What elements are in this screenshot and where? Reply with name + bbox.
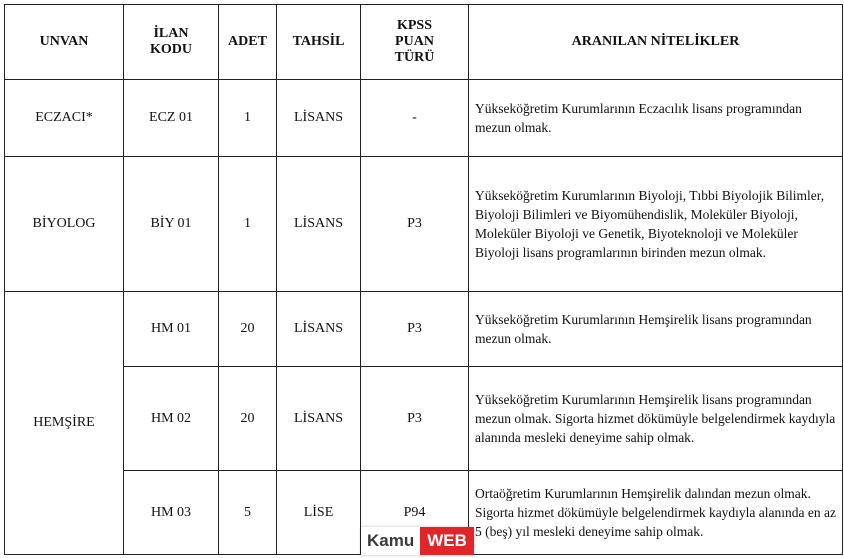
table-row [5,292,843,367]
cell-nitelik: Yükseköğretim Kurumlarının Hemşirelik lisans programından mezun olmak. Sigorta hizmet dökümüyle belgelendirmek kaydıyla alanında mesleki deneyime sahip olmak. [469,367,843,471]
header-aranilan-nitelikler: ARANILAN NİTELİKLER [469,5,843,80]
cell-nitelik: Ortaöğretim Kurumlarının Hemşirelik dalından mezun olmak. Sigorta hizmet dökümüyle belgelendirmek kaydıyla alanında en az 5 (beş) yıl mesleki deneyime sahip olmak. [469,471,843,555]
cell-kpss: P3 [361,157,469,292]
header-ilan-kodu-text: İLAN KODU [150,26,192,57]
table-row [5,80,843,157]
cell-adet: 1 [219,80,277,157]
cell-ilan-kodu: HM 01 [124,292,219,367]
cell-tahsil: LİSANS [277,80,361,157]
cell-kpss: P94 [361,471,469,555]
cell-unvan: HEMŞİRE [5,292,124,555]
header-unvan: UNVAN [5,5,124,80]
cell-ilan-kodu: HM 03 [124,471,219,555]
cell-kpss: P3 [361,367,469,471]
table-row [5,367,843,471]
cell-nitelik: Yükseköğretim Kurumlarının Biyoloji, Tıbbi Biyolojik Bilimler, Biyoloji Bilimleri ve Biyomühendislik, Moleküler Biyoloji, Moleküler Biyoloji ve Genetik, Biyoteknoloji ve Moleküler Biyoloji lisans programlarının birinden mezun olmak. [469,157,843,292]
cell-tahsil: LİSANS [277,157,361,292]
watermark-part1: Kamu [361,527,420,555]
cell-unvan: ECZACI* [5,80,124,157]
cell-adet: 20 [219,292,277,367]
cell-tahsil: LİSANS [277,292,361,367]
cell-tahsil: LİSANS [277,367,361,471]
cell-ilan-kodu: HM 02 [124,367,219,471]
job-listing-table [4,4,843,555]
cell-adet: 5 [219,471,277,555]
header-adet: ADET [219,5,277,80]
table-row [5,157,843,292]
cell-unvan: BİYOLOG [5,157,124,292]
header-kpss-puan-turu [361,5,469,80]
kamuweb-watermark-logo [361,527,474,555]
header-kpss-text: KPSS PUAN TÜRÜ [394,18,435,65]
cell-kpss: P3 [361,292,469,367]
header-tahsil: TAHSİL [277,5,361,80]
cell-kpss: - [361,80,469,157]
cell-tahsil: LİSE [277,471,361,555]
header-ilan-kodu [124,5,219,80]
cell-nitelik: Yükseköğretim Kurumlarının Eczacılık lisans programından mezun olmak. [469,80,843,157]
cell-adet: 20 [219,367,277,471]
cell-ilan-kodu: BİY 01 [124,157,219,292]
cell-adet: 1 [219,157,277,292]
cell-nitelik: Yükseköğretim Kurumlarının Hemşirelik lisans programından mezun olmak. [469,292,843,367]
watermark-part2: WEB [420,527,474,555]
header-row [5,5,843,80]
cell-ilan-kodu: ECZ 01 [124,80,219,157]
